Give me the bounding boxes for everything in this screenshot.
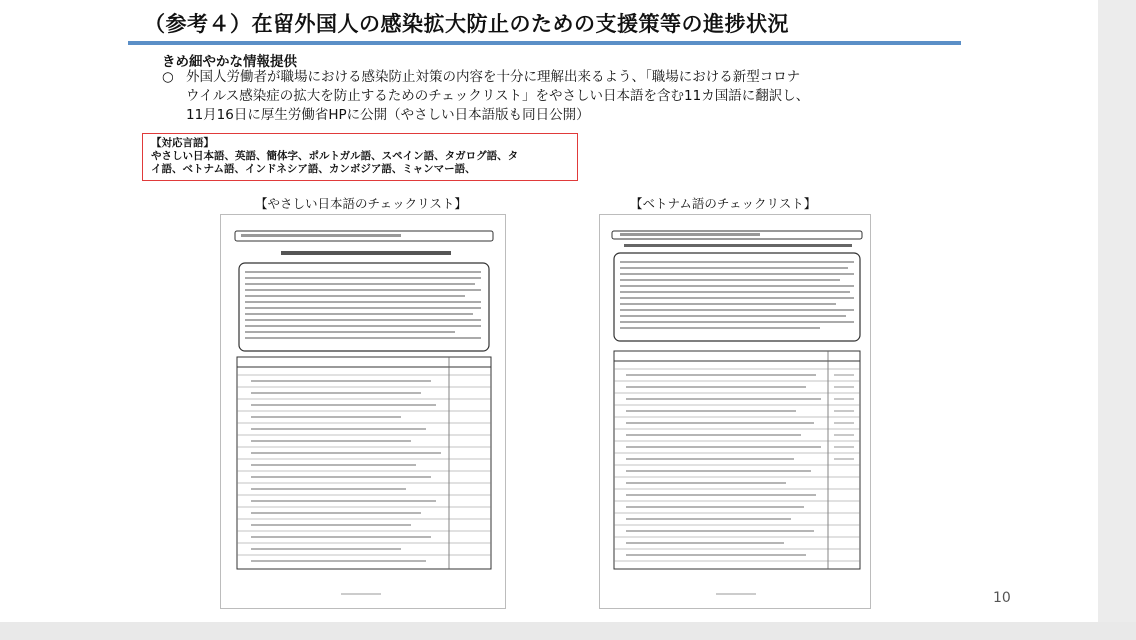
languages-line-2: イ語、ベトナム語、インドネシア語、カンボジア語、ミャンマー語、 xyxy=(151,163,476,175)
vietnamese-checklist-thumbnail xyxy=(599,214,871,609)
section-subheading: きめ細やかな情報提供 xyxy=(162,54,297,70)
bullet-circle-icon: ○ xyxy=(162,69,174,85)
title-underline xyxy=(128,41,961,45)
bullet-paragraph xyxy=(162,68,952,125)
bullet-line-1 xyxy=(162,68,952,87)
japanese-checklist-thumbnail xyxy=(220,214,506,609)
japanese-checklist-caption: 【やさしい日本語のチェックリスト】 xyxy=(255,196,467,211)
page-number: 10 xyxy=(993,590,1011,606)
bullet-text: 外国人労働者が職場における感染防止対策の内容を十分に理解出来るよう、「職場における新型コロナ xyxy=(186,69,801,85)
bullet-line-2: ウイルス感染症の拡大を防止するためのチェックリスト」をやさしい日本語を含む11カ国語に翻訳し、 xyxy=(186,88,810,104)
languages-label: 【対応言語】 xyxy=(151,137,214,149)
vietnamese-checklist-image xyxy=(600,215,872,610)
vietnamese-checklist-caption: 【ベトナム語のチェックリスト】 xyxy=(630,196,817,211)
bullet-line-3: 11月16日に厚生労働省HPに公開（やさしい日本語版も同日公開） xyxy=(186,107,590,123)
viewer-right-gutter xyxy=(1098,0,1136,640)
viewer-bottom-gutter xyxy=(0,622,1136,640)
supported-languages-box xyxy=(142,133,578,181)
page-title: （参考４）在留外国人の感染拡大防止のための支援策等の進捗状況 xyxy=(144,12,789,36)
japanese-checklist-image xyxy=(221,215,507,610)
languages-line-1: やさしい日本語、英語、簡体字、ポルトガル語、スペイン語、タガログ語、タ xyxy=(151,150,519,162)
